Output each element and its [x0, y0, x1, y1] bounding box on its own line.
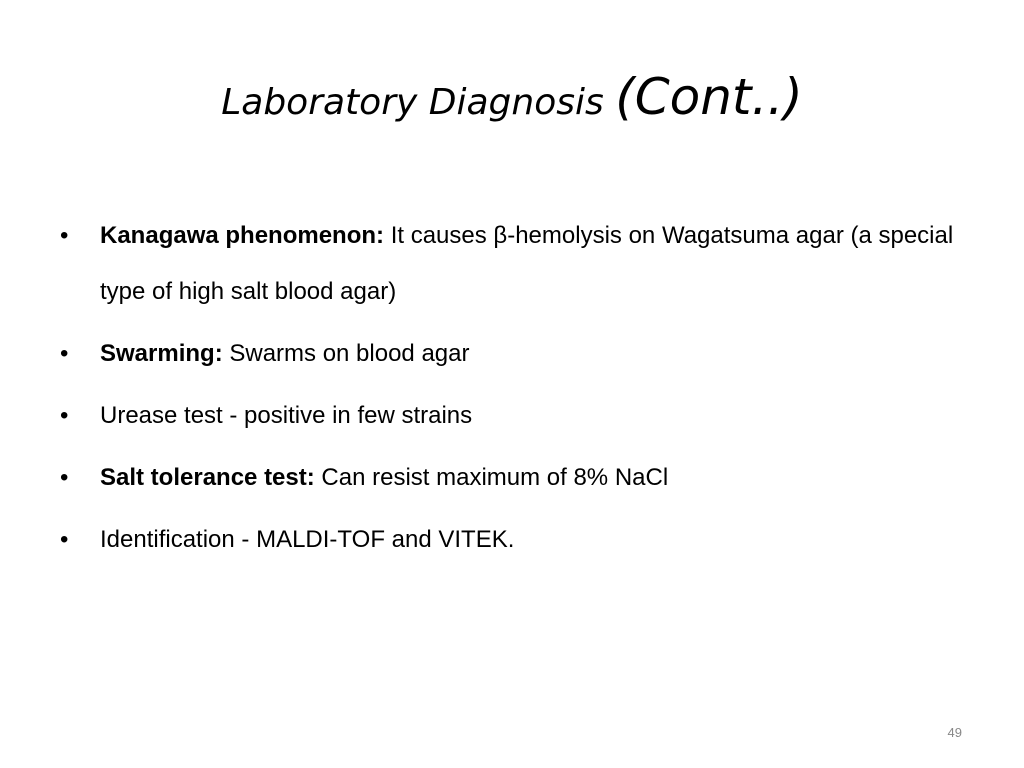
slide-title-cont: (Cont..)	[615, 68, 803, 126]
page-number: 49	[947, 725, 962, 740]
bullet-item-salt-tolerance	[60, 450, 980, 506]
bullet-text: Can resist maximum of 8% NaCl	[314, 464, 669, 491]
bullet-dot-icon: •	[60, 526, 69, 553]
bullet-item-swarming	[60, 326, 980, 382]
bullet-item-kanagawa	[60, 208, 980, 320]
bullet-text: Swarms on blood agar	[222, 340, 470, 367]
bullet-dot-icon: •	[60, 222, 69, 249]
bullet-bold-label: Kanagawa phenomenon:	[100, 222, 385, 249]
bullet-dot-icon: •	[60, 464, 69, 491]
bullet-text: Identification - MALDI-TOF and VITEK.	[100, 526, 515, 553]
bullet-bold-label: Swarming:	[100, 340, 223, 367]
bullet-dot-icon: •	[60, 340, 69, 367]
slide-title-main: Laboratory Diagnosis	[221, 82, 616, 123]
bullet-text: It causes β-hemolysis on Wagatsuma agar (a special type of high salt blood agar)	[100, 222, 954, 305]
bullet-item-identification	[60, 512, 980, 568]
bullet-bold-label: Salt tolerance test:	[100, 464, 315, 491]
bullet-item-urease	[60, 388, 980, 444]
bullet-text: Urease test - positive in few strains	[100, 402, 473, 429]
slide-title	[0, 68, 1024, 126]
bullet-list	[60, 208, 980, 574]
bullet-dot-icon: •	[60, 402, 69, 429]
